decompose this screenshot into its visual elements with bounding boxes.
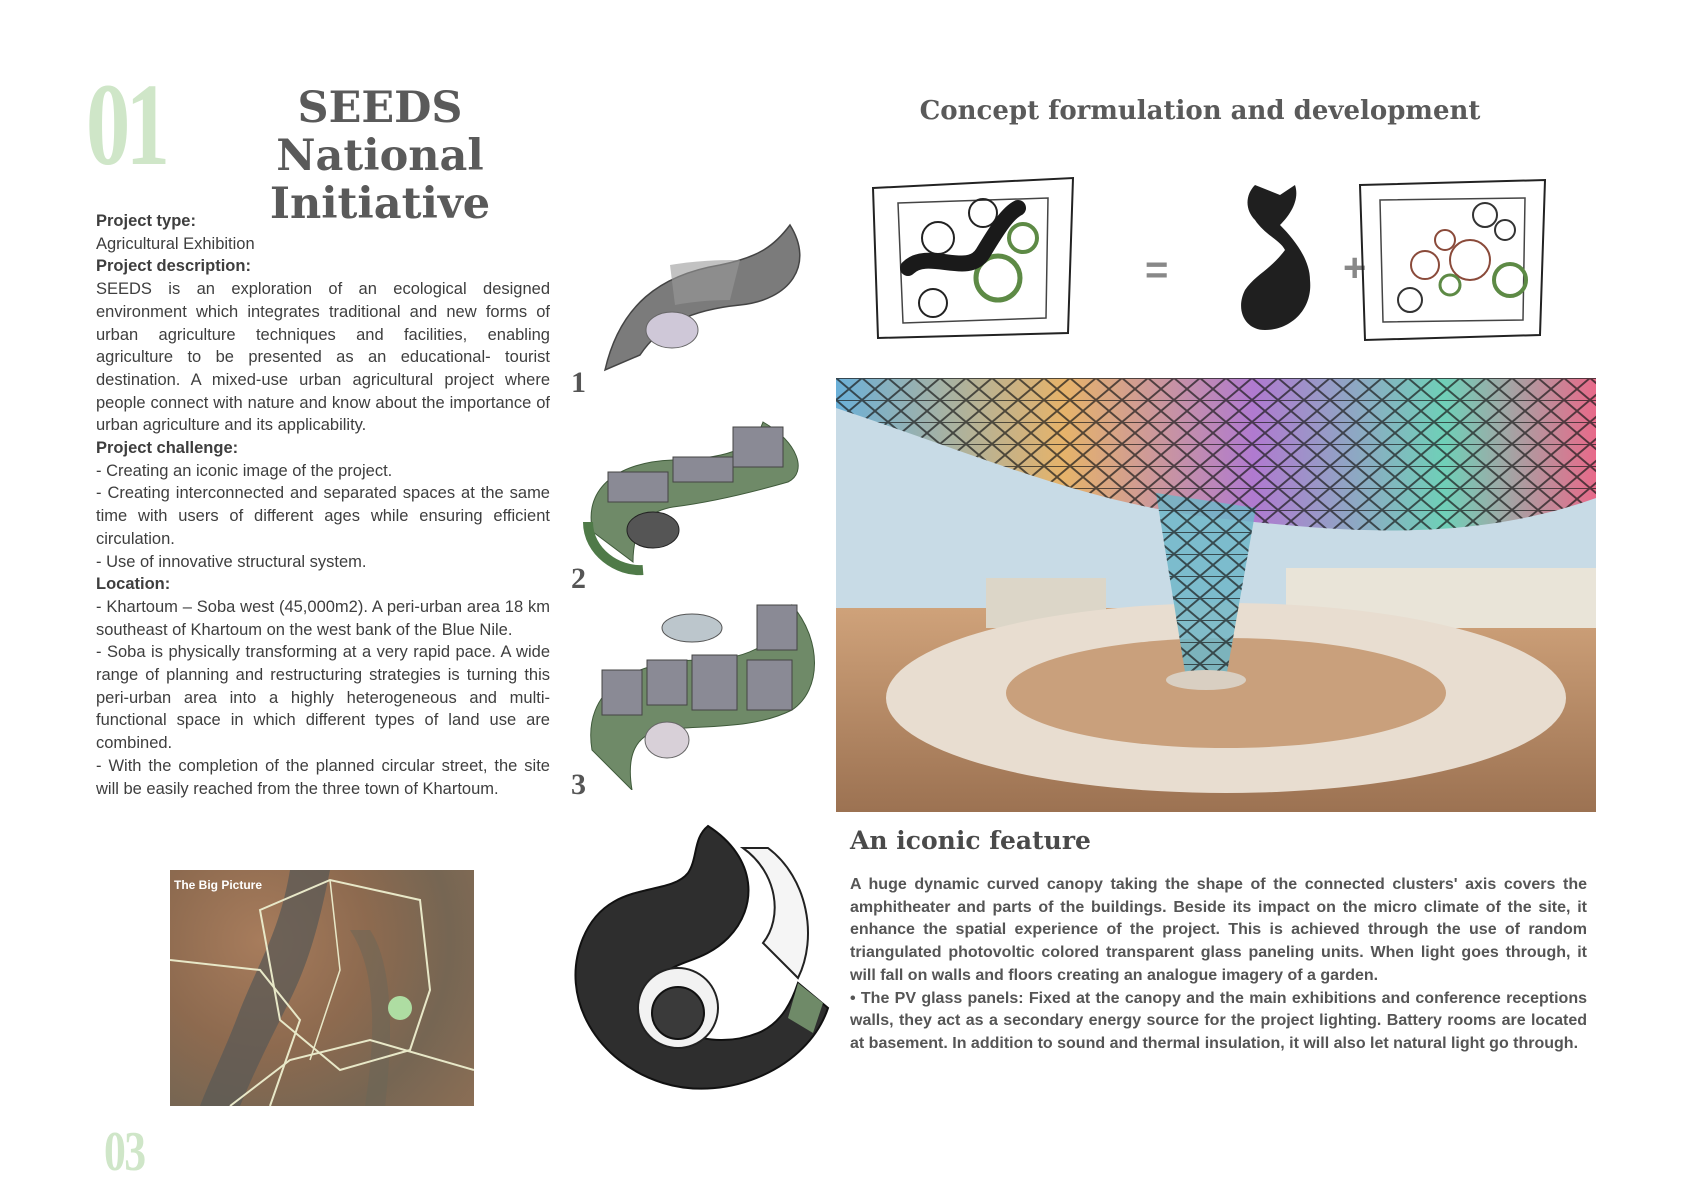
project-description-heading: Project description: — [96, 257, 251, 276]
challenge-item: - Use of innovative structural system. — [96, 552, 367, 571]
step-number-2: 2 — [571, 562, 586, 595]
location-item: - Soba is physically transforming at a very rapid pace. A wide range of planning and restructuring strategies is turning this peri-urban area into a highly heterogeneous and multi-functional space in which different types of land use are combined. — [96, 643, 550, 753]
iconic-paragraph-2: • The PV glass panels: Fixed at the canopy and the main exhibitions and conference receptions walls, they act as a secondary energy source for the project lighting. Battery rooms are located at basement. In addition to sound and thermal insulation, it will also let natural light go through. — [850, 989, 1587, 1052]
location-item: - With the completion of the planned circular street, the site will be easily reached from the three town of Khartoum. — [96, 756, 550, 798]
massing-diagram-1 — [600, 205, 810, 375]
page-title — [190, 84, 570, 228]
project-type-heading: Project type: — [96, 212, 196, 230]
section-number: 01 — [86, 59, 166, 190]
challenge-item: - Creating an iconic image of the project. — [96, 461, 393, 480]
step-number-1: 1 — [571, 366, 586, 399]
map-label: The Big Picture — [174, 878, 263, 892]
massing-diagram-3 — [582, 600, 827, 790]
massing-diagram-2 — [583, 412, 808, 577]
concept-title: Concept formulation and development — [919, 96, 1481, 126]
equals-sign: = — [1145, 248, 1169, 292]
page-number: 03 — [104, 1121, 145, 1183]
render-graphic — [836, 378, 1596, 812]
canopy-plan-diagram — [568, 818, 833, 1098]
project-challenge-heading: Project challenge: — [96, 439, 239, 458]
project-description-block — [96, 210, 550, 800]
title-line-1: SEEDS National — [276, 83, 484, 181]
location-item: - Khartoum – Soba west (45,000m2). A peri-urban area 18 km southeast of Khartoum on the west bank of the Blue Nile. — [96, 597, 550, 639]
canopy-render-image — [836, 378, 1596, 812]
project-type-value: Agricultural Exhibition — [96, 234, 255, 253]
project-description-text: SEEDS is an exploration of an ecological designed environment which integrates traditional and new forms of urban agriculture techniques and facilities, enabling agriculture to be presented as an educational- tourist destination. A mixed-use urban agricultural project where people connect with nature and know about the importance of urban agriculture and its applicability. — [96, 280, 550, 435]
concept-sketch-curve-shape — [1235, 180, 1330, 340]
challenge-item: - Creating interconnected and separated spaces at the same time with users of different ages while ensuring efficient circulation. — [96, 484, 550, 548]
concept-sketch-site — [868, 168, 1083, 348]
title-line-2: Initiative — [269, 179, 491, 229]
plus-sign: + — [1343, 246, 1367, 290]
iconic-feature-text — [850, 874, 1587, 1056]
iconic-feature-title: An iconic feature — [850, 826, 1091, 855]
map-graphic — [170, 870, 474, 1106]
iconic-paragraph-1: A huge dynamic curved canopy taking the shape of the connected clusters' axis covers the amphitheater and parts of the buildings. Beside its impact on the micro climate of the site, it enhance the spatial experience of the project. This is achieved through the use of random triangulated photovoltic colored transparent glass paneling units. When light goes through, it will fall on walls and floors creating an analogue imagery of a garden. — [850, 876, 1587, 984]
site-map-image — [170, 870, 474, 1106]
concept-sketch-clusters — [1355, 170, 1555, 345]
location-heading: Location: — [96, 575, 171, 594]
step-number-3: 3 — [571, 768, 586, 801]
